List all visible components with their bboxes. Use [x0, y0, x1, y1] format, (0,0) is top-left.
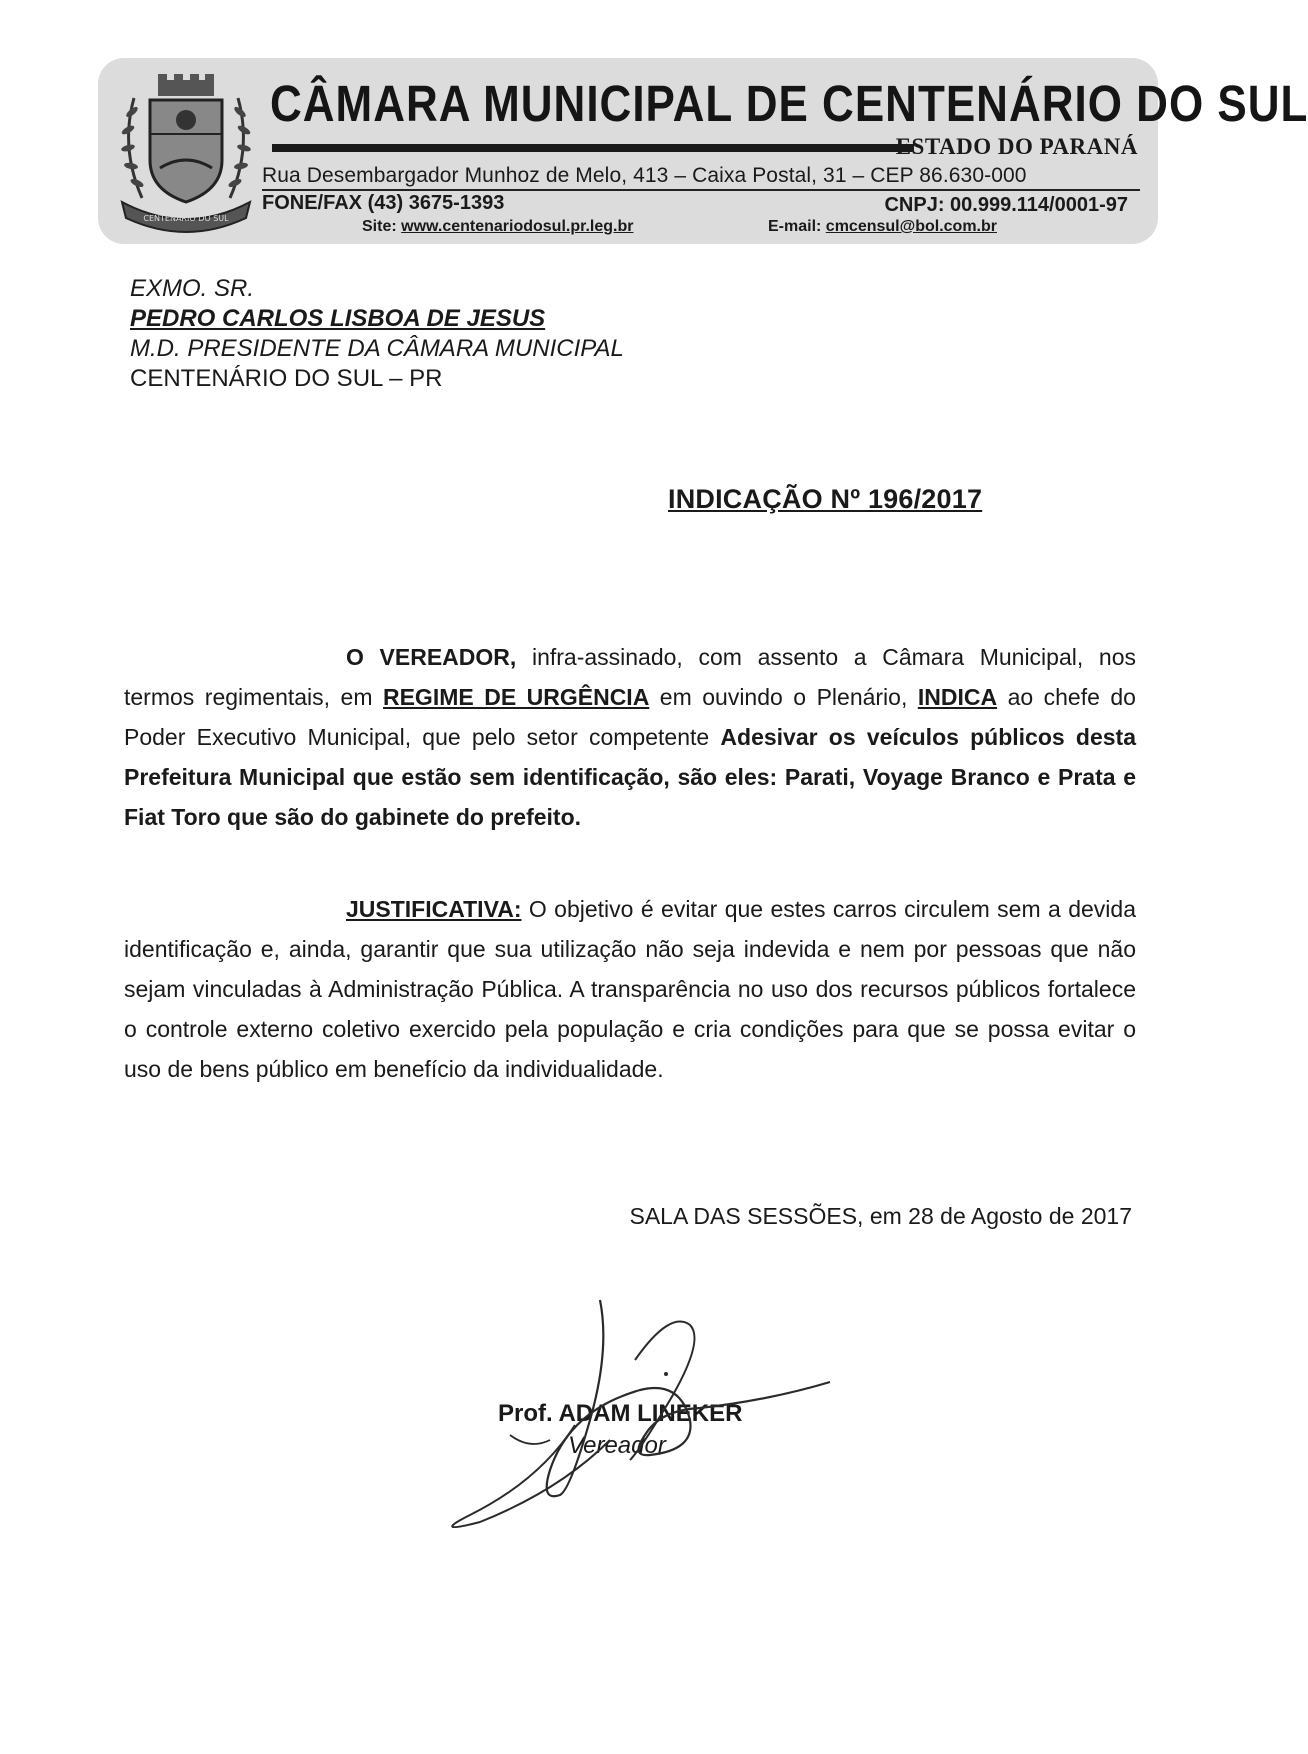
- website-label: Site:: [362, 218, 402, 235]
- signatory-name: Prof. ADAM LINEKER: [498, 1400, 743, 1427]
- document-title: INDICAÇÃO Nº 196/2017: [668, 484, 983, 514]
- website-line: [362, 218, 633, 236]
- indication-paragraph: [124, 637, 1136, 837]
- email-line: [768, 218, 997, 236]
- institution-cnpj: CNPJ: 00.999.114/0001-97: [884, 194, 1128, 216]
- request-text: Adesivar os veículos públicos desta Prefeitura Municipal que estão sem identificação, são eles: Parati, Voyage Branco e Prata e Fiat Toro que são do gabinete do prefeito.: [124, 724, 1137, 830]
- svg-text:CENTENÁRIO DO SUL: CENTENÁRIO DO SUL: [143, 214, 229, 223]
- municipal-coat-of-arms-icon: [112, 68, 260, 232]
- header-rule: [272, 144, 914, 152]
- state-name: ESTADO DO PARANÁ: [895, 134, 1138, 159]
- closing-date-line: SALA DAS SESSÕES, em 28 de Agosto de 2017: [629, 1203, 1132, 1229]
- justification-label: JUSTIFICATIVA:: [346, 896, 522, 922]
- paragraph-text: ao chefe do Poder Executivo Municipal, que pelo setor competente: [124, 684, 1136, 750]
- institution-phone: FONE/FAX (43) 3675-1393: [262, 192, 505, 214]
- letterhead: [98, 58, 1308, 244]
- institution-address: Rua Desembargador Munhoz de Melo, 413 – Caixa Postal, 31 – CEP 86.630-000: [262, 164, 1140, 191]
- paragraph-text: infra-assinado, com assento a Câmara Municipal, nos termos regimentais, em: [124, 644, 1136, 710]
- salutation: EXMO. SR.: [130, 275, 255, 302]
- indica-keyword: INDICA: [917, 684, 998, 710]
- paragraph-text: em ouvindo o Plenário,: [649, 684, 918, 710]
- addressee-role: M.D. PRESIDENTE DA CÂMARA MUNICIPAL: [130, 335, 624, 362]
- addressee-block: [130, 274, 624, 394]
- urgency-regime: REGIME DE URGÊNCIA: [382, 684, 650, 710]
- justification-paragraph: [124, 889, 1136, 1089]
- addressee-name: PEDRO CARLOS LISBOA DE JESUS: [130, 305, 546, 332]
- website-link[interactable]: www.centenariodosul.pr.leg.br: [401, 218, 634, 235]
- email-link[interactable]: cmcensul@bol.com.br: [825, 218, 997, 235]
- paragraph-lead: O VEREADOR,: [346, 644, 517, 670]
- addressee-city: CENTENÁRIO DO SUL – PR: [130, 365, 443, 392]
- institution-title: CÂMARA MUNICIPAL DE CENTENÁRIO DO SUL: [270, 76, 1308, 133]
- email-label: E-mail:: [768, 218, 826, 235]
- handwritten-signature: [440, 1290, 840, 1540]
- signatory-role: Vereador: [568, 1432, 666, 1459]
- justification-text: O objetivo é evitar que estes carros circulem sem a devida identificação e, ainda, garantir que sua utilização não seja indevida e nem por pessoas que não sejam vinculadas à Administração Pública. A transparência no uso dos recursos públicos fortalece o controle externo coletivo exercido pela população e cria condições para que se possa evitar o uso de bens público em benefício da individualidade.: [124, 896, 1136, 1082]
